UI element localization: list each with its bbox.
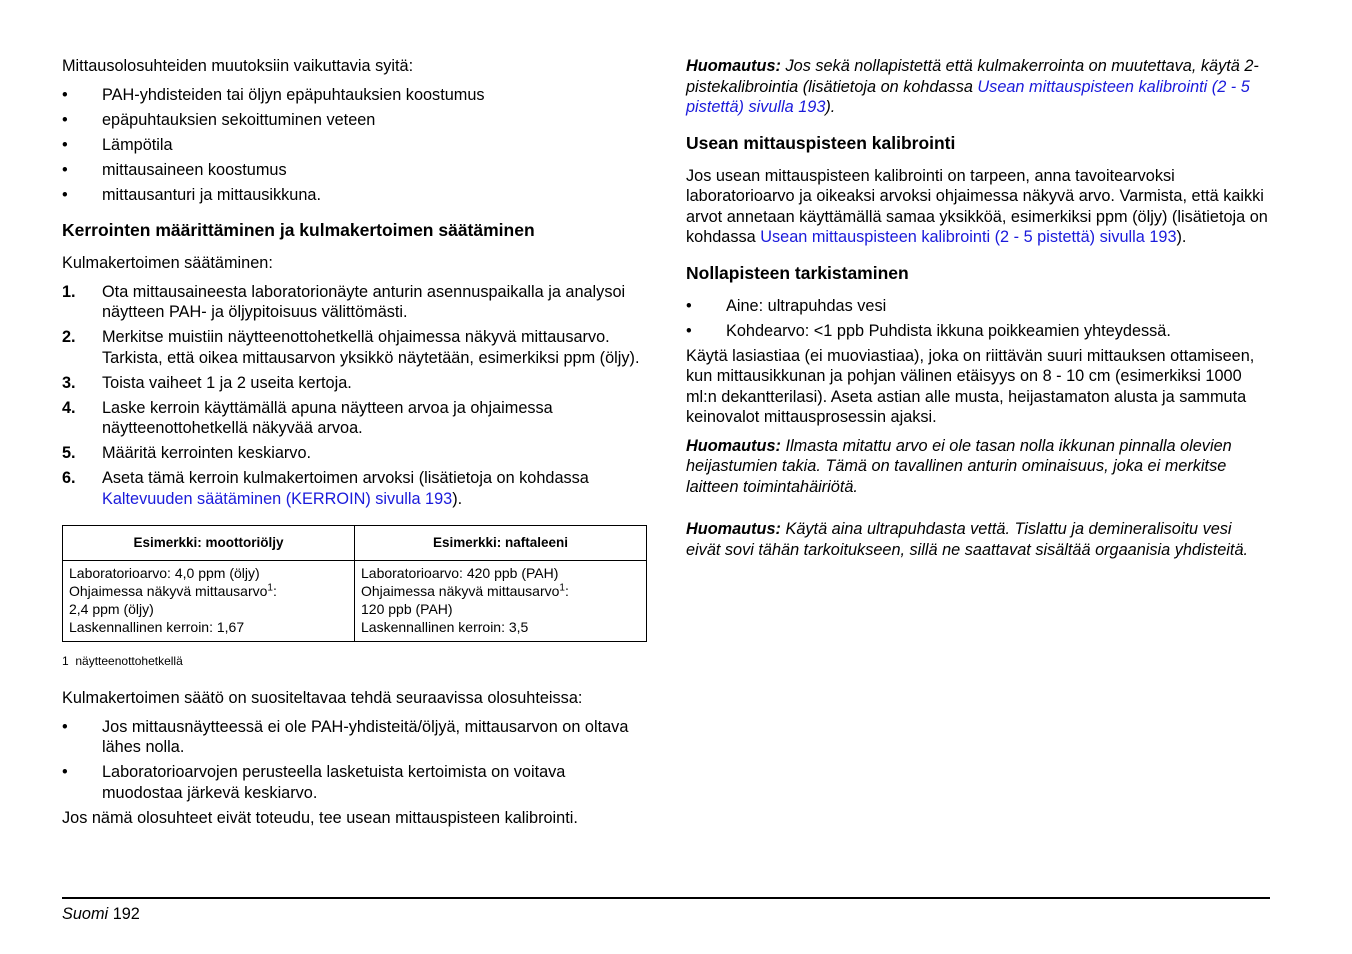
step-text-end: ). (452, 489, 463, 508)
cell-colon: : (564, 583, 569, 599)
cell-line: 120 ppb (PAH) (361, 601, 453, 617)
step-number: 1. (62, 282, 76, 301)
step-text: Ota mittausaineesta laboratorionäyte anturin asennuspaikalla ja analysoi näytteen PAH- ja öljypitoisuus välittömästi. (102, 282, 626, 321)
list-item: • mittausanturi ja mittausikkuna. (62, 185, 646, 206)
page-footer (62, 904, 140, 924)
step-number: 5. (62, 444, 76, 462)
list-item: • Jos mittausnäytteessä ei ole PAH-yhdisteitä/öljyä, mittausarvon on oltava lähes nolla. (62, 717, 646, 758)
table-cell (63, 561, 355, 642)
cell-text: Ohjaimessa näkyvä mittausarvo (69, 583, 268, 599)
cell-line: Laskennallinen kerroin: 1,67 (69, 619, 245, 635)
causes-intro: Mittausolosuhteiden muutoksiin vaikuttavia syitä: (62, 57, 414, 75)
list-item: • mittausaineen koostumus (62, 160, 646, 181)
causes-list (62, 85, 646, 206)
list-item: • Aine: ultrapuhdas vesi (686, 296, 1270, 317)
list-item: • Kohdearvo: <1 ppb Puhdista ikkuna poikkeamien yhteydessä. (686, 321, 1270, 342)
list-item: • epäpuhtauksien sekoittuminen veteen (62, 110, 646, 131)
multipoint-calibration-link[interactable]: Usean mittauspisteen kalibrointi (2 - 5 pistettä) sivulla 193 (686, 77, 1250, 116)
cell-line: Laboratorioarvo: 4,0 ppm (öljy) (69, 565, 260, 581)
step-number: 3. (62, 373, 76, 392)
step-item (62, 468, 646, 509)
note-air-value (686, 436, 1270, 498)
step-item (62, 373, 646, 394)
footer-divider (62, 897, 1270, 899)
section-heading-coefficients: Kerrointen määrittäminen ja kulmakertoimen säätäminen (62, 220, 535, 240)
zero-check-list (686, 296, 1270, 342)
step-item (62, 398, 646, 439)
paragraph-text-end: ). (1176, 228, 1187, 246)
table-header: Esimerkki: naftaleeni (355, 526, 647, 561)
footnote-number: 1 (62, 654, 69, 668)
note-text: Jos sekä nollapistettä että kulmakerrointa on muutettava, käytä 2-pistekalibrointia (lisätietoja on kohdassa (686, 57, 1259, 96)
multipoint-paragraph (686, 166, 1270, 248)
conditions-intro: Kulmakertoimen säätö on suositeltavaa tehdä seuraavissa olosuhteissa: (62, 689, 583, 707)
paragraph-text: Jos usean mittauspisteen kalibrointi on tarpeen, anna tavoitearvoksi laboratorioarvo ja oikeaksi arvoksi ohjaimessa näkyvä arvo. Varmista, että kaikki arvot annetaan käyttämällä samaa yksikköä, esimerkiksi ppm (öljy) (lisätietoja on kohdassa (686, 166, 1268, 246)
footnote-text: näytteenottohetkellä (75, 654, 183, 668)
cell-line (69, 582, 348, 600)
note-ultrapure-water (686, 519, 1270, 560)
multipoint-calibration-link[interactable]: Usean mittauspisteen kalibrointi (2 - 5 pistettä) sivulla 193 (760, 228, 1177, 246)
steps-list (62, 282, 646, 510)
table-footnote (62, 654, 646, 668)
right-column (686, 56, 1270, 560)
step-item (62, 443, 646, 464)
table-header: Esimerkki: moottoriöljy (63, 526, 355, 561)
cell-line: 2,4 ppm (öljy) (69, 601, 154, 617)
cell-line: Laboratorioarvo: 420 ppb (PAH) (361, 565, 559, 581)
cell-text: Ohjaimessa näkyvä mittausarvo (361, 583, 560, 599)
step-text: Määritä kerrointen keskiarvo. (102, 444, 312, 462)
step-text: Aseta tämä kerroin kulmakertoimen arvoksi (lisätietoja on kohdassa (102, 469, 589, 487)
note-two-point (686, 56, 1270, 118)
cell-line (361, 582, 640, 600)
note-label: Huomautus: (686, 436, 781, 455)
step-item (62, 282, 646, 323)
cell-line: Laskennallinen kerroin: 3,5 (361, 619, 529, 635)
slope-intro: Kulmakertoimen säätäminen: (62, 254, 273, 272)
cell-colon: : (272, 583, 277, 599)
step-number: 4. (62, 398, 76, 417)
step-text: Toista vaiheet 1 ja 2 useita kertoja. (102, 373, 352, 392)
footnote-marker: 1 (267, 582, 273, 594)
section-heading-multipoint: Usean mittauspisteen kalibrointi (686, 132, 956, 153)
note-label: Huomautus: (686, 520, 781, 538)
list-item: • Laboratorioarvojen perusteella lasketuista kertoimista on voitava muodostaa järkevä keskiarvo. (62, 762, 646, 803)
slope-adjust-link[interactable]: Kaltevuuden säätäminen (KERROIN) sivulla 193 (102, 489, 453, 508)
note-label: Huomautus: (686, 57, 781, 75)
step-item (62, 327, 646, 368)
conditions-list (62, 717, 646, 804)
list-item: • PAH-yhdisteiden tai öljyn epäpuhtauksien koostumus (62, 85, 646, 106)
left-column (62, 56, 646, 828)
footnote-marker: 1 (559, 582, 565, 594)
zero-paragraph: Käytä lasiastiaa (ei muoviastiaa), joka on riittävän suuri mittauksen ottamiseen, kun mittausikkunan ja pohjan välinen etäisyys on 8 - 10 cm (esimerkiksi 1000 ml:n dekantterilasi). Aseta astian alle musta, heijastamaton alusta ja sammuta keinovalot mittausprosessin ajaksi. (686, 346, 1255, 426)
footer-language: Suomi (62, 905, 109, 923)
table-cell (355, 561, 647, 642)
note-text-end: ). (825, 98, 836, 116)
example-table (62, 525, 647, 642)
step-text: Laske kerroin käyttämällä apuna näytteen arvoa ja ohjaimessa näytteenottohetkellä näkyvää arvoa. (102, 398, 553, 437)
section-heading-zero: Nollapisteen tarkistaminen (686, 262, 909, 283)
step-number: 2. (62, 328, 76, 346)
page-number: 192 (112, 905, 140, 923)
note-text: Ilmasta mitattu arvo ei ole tasan nolla ikkunan pinnalla olevien heijastumien takia. Tämä on tavallinen anturin ominaisuus, joka ei merkitse laitteen toimintahäiriötä. (686, 436, 1232, 496)
list-item: • Lämpötila (62, 135, 646, 156)
step-text: Merkitse muistiin näytteenottohetkellä ohjaimessa näkyvä mittausarvo. Tarkista, että oikea mittausarvon yksikkö näytetään, esimerkiksi ppm (öljy). (102, 328, 640, 367)
step-number: 6. (62, 469, 76, 487)
closing-text: Jos nämä olosuhteet eivät toteudu, tee usean mittauspisteen kalibrointi. (62, 808, 578, 827)
note-text: Käytä aina ultrapuhdasta vettä. Tislattu ja demineralisoitu vesi eivät sovi tähän tarkoitukseen, sillä ne saattavat sisältää orgaanisia yhdisteitä. (686, 520, 1249, 559)
